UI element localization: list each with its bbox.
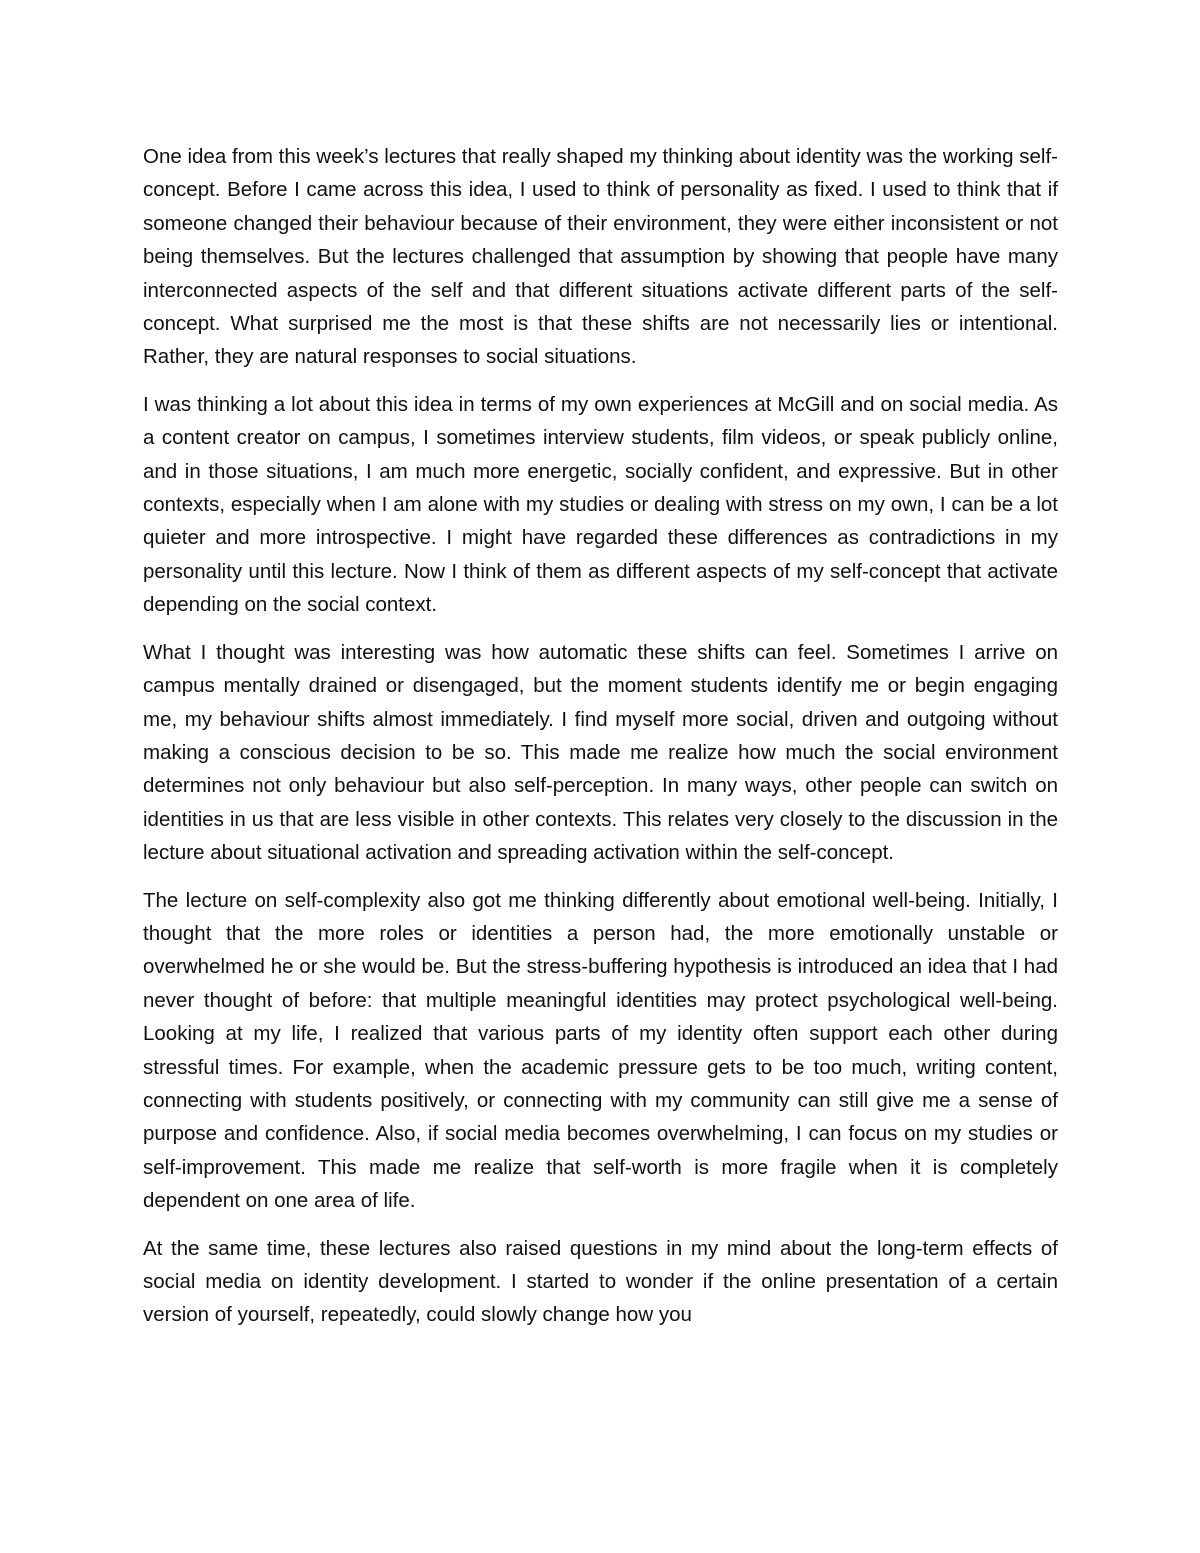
paragraph-5: At the same time, these lectures also raised questions in my mind about the long-term effects of social media on identity development. I started to wonder if the online presentation of a certain version of yourself, repeatedly, could slowly change how you <box>143 1236 1058 1327</box>
document-body <box>143 140 1058 1346</box>
paragraph-1: One idea from this week’s lectures that really shaped my thinking about identity was the working self-concept. Before I came across this idea, I used to think of personality as fixed. I used to think that if someone changed their behaviour because of their environment, they were either inconsistent or not being themselves. But the lectures challenged that assumption by showing that people have many interconnected aspects of the self and that different situations activate different parts of the self-concept. What surprised me the most is that these shifts are not necessarily lies or intentional. Rather, they are natural responses to social situations. <box>143 145 1058 369</box>
paragraph-4: The lecture on self-complexity also got me thinking differently about emotional well-being. Initially, I thought that the more roles or identities a person had, the more emotionally unstable or overwhelmed he or she would be. But the stress-buffering hypothesis is introduced an idea that I had never thought of before: that multiple meaningful identities may protect psychological well-being. Looking at my life, I realized that various parts of my identity often support each other during stressful times. For example, when the academic pressure gets to be too much, writing content, connecting with students positively, or connecting with my community can still give me a sense of purpose and confidence. Also, if social media becomes overwhelming, I can focus on my studies or self-improvement. This made me realize that self-worth is more fragile when it is completely dependent on one area of life. <box>143 888 1058 1213</box>
paragraph-2: I was thinking a lot about this idea in terms of my own experiences at McGill and on social media. As a content creator on campus, I sometimes interview students, film videos, or speak publicly online, and in those situations, I am much more energetic, socially confident, and expressive. But in other contexts, especially when I am alone with my studies or dealing with stress on my own, I can be a lot quieter and more introspective. I might have regarded these differences as contradictions in my personality until this lecture. Now I think of them as different aspects of my self-concept that activate depending on the social context. <box>143 392 1058 617</box>
paragraph-3: What I thought was interesting was how automatic these shifts can feel. Sometimes I arrive on campus mentally drained or disengaged, but the moment students identify me or begin engaging me, my behaviour shifts almost immediately. I find myself more social, driven and outgoing without making a conscious decision to be so. This made me realize how much the social environment determines not only behaviour but also self-perception. In many ways, other people can switch on identities in us that are less visible in other contexts. This relates very closely to the discussion in the lecture about situational activation and spreading activation within the self-concept. <box>143 640 1058 865</box>
